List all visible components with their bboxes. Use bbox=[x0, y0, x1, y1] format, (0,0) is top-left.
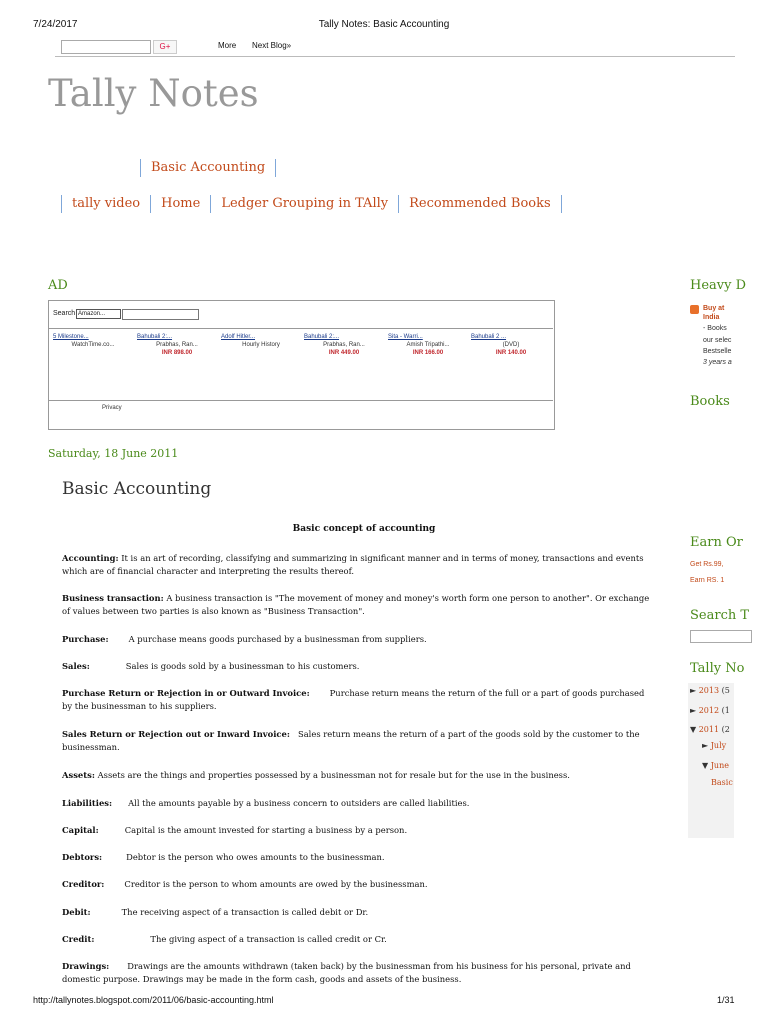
entry-liabilities bbox=[62, 797, 654, 810]
ad-product-1[interactable] bbox=[53, 334, 133, 350]
entry-text: The receiving aspect of a transaction is called debit or Dr. bbox=[121, 907, 369, 917]
entry-text: Creditor is the person to whom amounts are owed by the businessman. bbox=[124, 879, 428, 889]
ad-product-by: Prabhas, Ran... bbox=[323, 342, 365, 348]
ad-product-by: Amish Tripathi... bbox=[406, 342, 450, 348]
sidebar-heavy-heading: Heavy D bbox=[690, 278, 747, 293]
entry-purchase-return bbox=[62, 687, 654, 713]
entry-text: It is an art of recording, classifying and summarizing in significant manner and in terms of money, transactions and events which are of financial character and interpreting the results thereof. bbox=[62, 553, 644, 576]
archive-2013[interactable]: ► 2013 (5 bbox=[690, 686, 730, 695]
ad-heading: AD bbox=[48, 278, 68, 293]
ad-product-name[interactable]: Bahubali 2:... bbox=[304, 334, 340, 340]
more-link[interactable]: More bbox=[218, 41, 237, 50]
entry-business-transaction bbox=[62, 592, 654, 618]
buy-link-line1[interactable]: Buy at bbox=[703, 305, 725, 312]
ad-divider-top bbox=[49, 328, 553, 329]
ad-category-select[interactable]: Amazon... bbox=[76, 309, 121, 319]
tab-tally-video[interactable]: tally video bbox=[61, 195, 150, 213]
entry-term: Liabilities: bbox=[62, 798, 113, 808]
ad-product-2[interactable] bbox=[137, 334, 217, 356]
footer-url: http://tallynotes.blogspot.com/2011/06/basic-accounting.html bbox=[33, 995, 274, 1005]
ad-search-input[interactable] bbox=[122, 309, 199, 320]
ad-divider-bottom bbox=[49, 400, 553, 401]
print-date: 7/24/2017 bbox=[33, 19, 78, 30]
ad-product-6[interactable] bbox=[471, 334, 551, 356]
entry-purchase bbox=[62, 633, 654, 646]
entry-term: Creditor: bbox=[62, 879, 105, 889]
earn-link-2[interactable]: Earn RS. 1 bbox=[690, 577, 725, 584]
entry-term: Capital: bbox=[62, 825, 99, 835]
ad-product-by: (DVD) bbox=[502, 342, 520, 348]
entry-term: Sales: bbox=[62, 661, 90, 671]
buy-desc-2: our selec bbox=[703, 337, 732, 344]
tab-ledger-grouping[interactable]: Ledger Grouping in TAlly bbox=[210, 195, 398, 213]
navbar-search-input[interactable] bbox=[61, 40, 151, 54]
expand-arrow-icon[interactable]: ► bbox=[702, 741, 709, 750]
tab-basic-accounting[interactable]: Basic Accounting bbox=[140, 159, 276, 177]
entry-text: Capital is the amount invested for starting a business by a person. bbox=[124, 825, 408, 835]
entry-text: A purchase means goods purchased by a businessman from suppliers. bbox=[128, 634, 427, 644]
entry-term: Debit: bbox=[62, 907, 91, 917]
ad-product-by: Hourly History bbox=[242, 342, 280, 348]
buy-desc-4: 3 years a bbox=[703, 359, 732, 366]
archive-june[interactable]: ▼ June bbox=[702, 761, 729, 770]
entry-debit bbox=[62, 906, 654, 919]
entry-term: Credit: bbox=[62, 934, 95, 944]
earn-link-1[interactable]: Get Rs.99, bbox=[690, 561, 724, 568]
ad-product-name[interactable]: Adolf Hitler... bbox=[221, 334, 256, 340]
ad-product-name[interactable]: 5 Milestone... bbox=[53, 334, 89, 340]
entry-text: All the amounts payable by a business concern to outsiders are called liabilities. bbox=[128, 798, 470, 808]
entry-text: Assets are the things and properties possessed by a businessman not for resale but for the use in the business. bbox=[94, 770, 570, 780]
post-date: Saturday, 18 June 2011 bbox=[48, 447, 179, 460]
expand-arrow-icon[interactable]: ► bbox=[690, 706, 697, 715]
tab-home[interactable]: Home bbox=[150, 195, 210, 213]
entry-term: Debtors: bbox=[62, 852, 103, 862]
entry-sales-return bbox=[62, 728, 654, 754]
entry-term: Drawings: bbox=[62, 961, 110, 971]
collapse-arrow-icon[interactable]: ▼ bbox=[690, 725, 697, 734]
buy-link-line2[interactable]: India bbox=[703, 314, 720, 321]
entry-assets bbox=[62, 769, 654, 782]
entry-creditor bbox=[62, 878, 654, 891]
ad-product-price: INR 166.00 bbox=[412, 350, 444, 356]
post-subheading: Basic concept of accounting bbox=[292, 524, 436, 534]
archive-basic[interactable]: Basic bbox=[711, 778, 733, 787]
ad-product-by: Prabhas, Ran... bbox=[156, 342, 198, 348]
entry-term: Business transaction: bbox=[62, 593, 164, 603]
ad-product-price: INR 898.00 bbox=[161, 350, 193, 356]
entry-capital bbox=[62, 824, 654, 837]
entry-debtors bbox=[62, 851, 654, 864]
next-blog-link[interactable]: Next Blog» bbox=[252, 41, 292, 50]
ad-product-price: INR 449.00 bbox=[328, 350, 360, 356]
archive-2011[interactable]: ▼ 2011 (2 bbox=[690, 725, 730, 734]
ad-product-by: WatchTime.co... bbox=[71, 342, 115, 348]
buy-desc-1: - Books bbox=[703, 325, 727, 332]
sidebar-search-heading: Search T bbox=[690, 608, 750, 623]
entry-sales bbox=[62, 660, 654, 673]
archive-2012[interactable]: ► 2012 (1 bbox=[690, 706, 730, 715]
entry-text: Purchase return means the return of the full or a part of goods purchased by the businessman to his suppliers. bbox=[62, 688, 645, 711]
footer-page-number: 1/31 bbox=[717, 995, 735, 1005]
sidebar-tally-heading: Tally No bbox=[690, 661, 745, 676]
entry-text: Debtor is the person who owes amounts to the businessman. bbox=[126, 852, 385, 862]
entry-text: Drawings are the amounts withdrawn (taken back) by the businessman from his business for his personal, private and domestic purpose. Drawings may be made in the form cash, goods and assets of the business. bbox=[62, 961, 631, 984]
print-title: Tally Notes: Basic Accounting bbox=[318, 19, 450, 30]
pages-row-2 bbox=[61, 195, 562, 213]
ad-product-name[interactable]: Sita - Warri... bbox=[388, 334, 423, 340]
ad-product-5[interactable] bbox=[388, 334, 468, 356]
entry-term: Assets: bbox=[62, 770, 95, 780]
collapse-arrow-icon[interactable]: ▼ bbox=[702, 761, 709, 770]
expand-arrow-icon[interactable]: ► bbox=[690, 686, 697, 695]
sidebar-earn-heading: Earn Or bbox=[690, 535, 743, 550]
entry-text: Sales return means the return of a part of the goods sold by the customer to the businessman. bbox=[62, 729, 640, 752]
entry-accounting bbox=[62, 552, 654, 578]
ad-search-label: Search bbox=[53, 310, 76, 317]
ad-product-name[interactable]: Bahubali 2:... bbox=[137, 334, 173, 340]
entry-term: Purchase Return or Rejection in or Outward Invoice: bbox=[62, 688, 310, 698]
entry-term: Accounting: bbox=[62, 553, 119, 563]
entry-term: Purchase: bbox=[62, 634, 109, 644]
sidebar-books-heading: Books bbox=[690, 394, 730, 409]
archive-july[interactable]: ► July bbox=[702, 741, 727, 750]
sidebar bbox=[688, 0, 750, 1024]
entry-text: The giving aspect of a transaction is called credit or Cr. bbox=[150, 934, 387, 944]
buy-desc-3: Bestselle bbox=[703, 348, 732, 355]
ad-product-4[interactable] bbox=[304, 334, 384, 356]
gplus-button[interactable]: G+ bbox=[153, 40, 177, 54]
entry-text: Sales is goods sold by a businessman to his customers. bbox=[125, 661, 360, 671]
post-title[interactable]: Basic Accounting bbox=[62, 479, 212, 499]
ad-product-3[interactable] bbox=[221, 334, 301, 350]
entry-drawings bbox=[62, 960, 654, 986]
tab-recommended-books[interactable]: Recommended Books bbox=[398, 195, 562, 213]
blogger-icon bbox=[690, 305, 699, 314]
ad-product-price: INR 140.00 bbox=[495, 350, 527, 356]
entry-credit bbox=[62, 933, 654, 946]
entry-text: A business transaction is "The movement of money and money's worth form one person to another". Or exchange of values between two parties is also known as "Business Transaction". bbox=[62, 593, 650, 616]
sidebar-search-input[interactable] bbox=[690, 630, 752, 643]
entry-term: Sales Return or Rejection out or Inward Invoice: bbox=[62, 729, 290, 739]
ad-product-name[interactable]: Bahubali 2 ... bbox=[471, 334, 507, 340]
blog-title[interactable]: Tally Notes bbox=[48, 72, 259, 115]
ad-privacy-link[interactable]: Privacy bbox=[102, 405, 122, 411]
pages-row-1 bbox=[61, 159, 276, 177]
